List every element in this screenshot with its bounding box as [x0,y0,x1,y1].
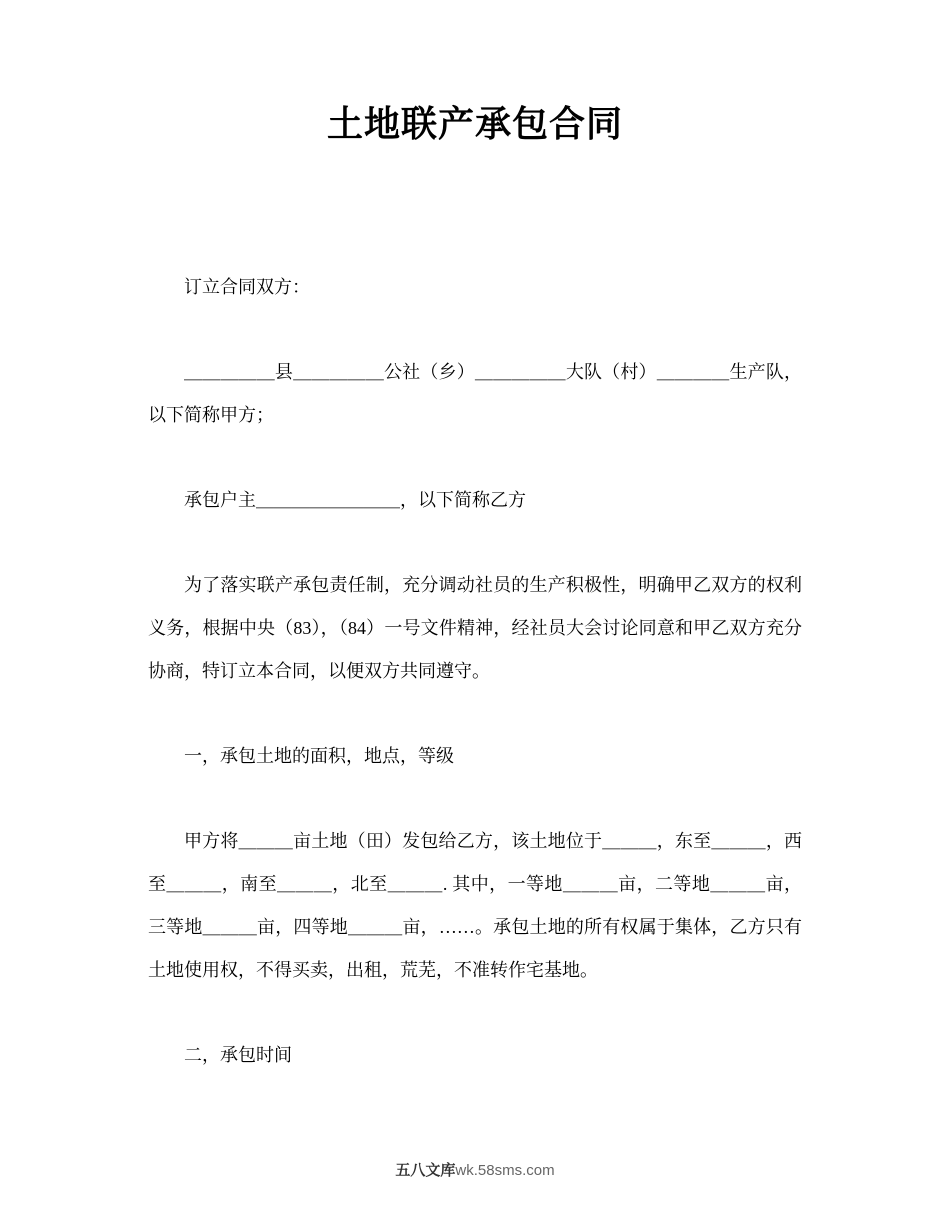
footer-brand: 五八文库 [395,1162,456,1179]
paragraph-party-b: 承包户主＿＿＿＿＿＿＿＿，以下简称乙方 [184,490,526,510]
paragraph-preamble: 为了落实联产承包责任制，充分调动社员的生产积极性，明确甲乙双方的权利义务，根据中央（83），（84）一号文件精神，经社员大会讨论同意和甲乙双方充分协商，特订立本合同，以便双方共同遵守。 [148,575,802,681]
footer-domain: wk.58sms.com [455,1162,555,1179]
paragraph-section-2-heading: 二，承包时间 [184,1045,292,1065]
paragraph-section-1-body: 甲方将＿＿＿亩土地（田）发包给乙方，该土地位于＿＿＿，东至＿＿＿，西至＿＿＿，南至＿＿＿，北至＿＿＿. 其中，一等地＿＿＿亩，二等地＿＿＿亩，三等地＿＿＿亩，四等地＿＿＿亩，……。承包土地的所有权属于集体，乙方只有土地使用权，不得买卖，出租，荒芜，不准转作宅基地。 [148,831,802,980]
paragraph-party-a: ＿＿＿＿＿县＿＿＿＿＿公社（乡）＿＿＿＿＿大队（村）＿＿＿＿生产队，以下简称甲方； [148,362,802,425]
page-footer [0,1159,950,1180]
document-body [0,146,950,1077]
paragraph-parties-intro: 订立合同双方： [184,277,310,297]
document-title: 土地联产承包合同 [326,103,623,144]
paragraph-section-1-heading: 一，承包土地的面积，地点，等级 [184,746,454,766]
